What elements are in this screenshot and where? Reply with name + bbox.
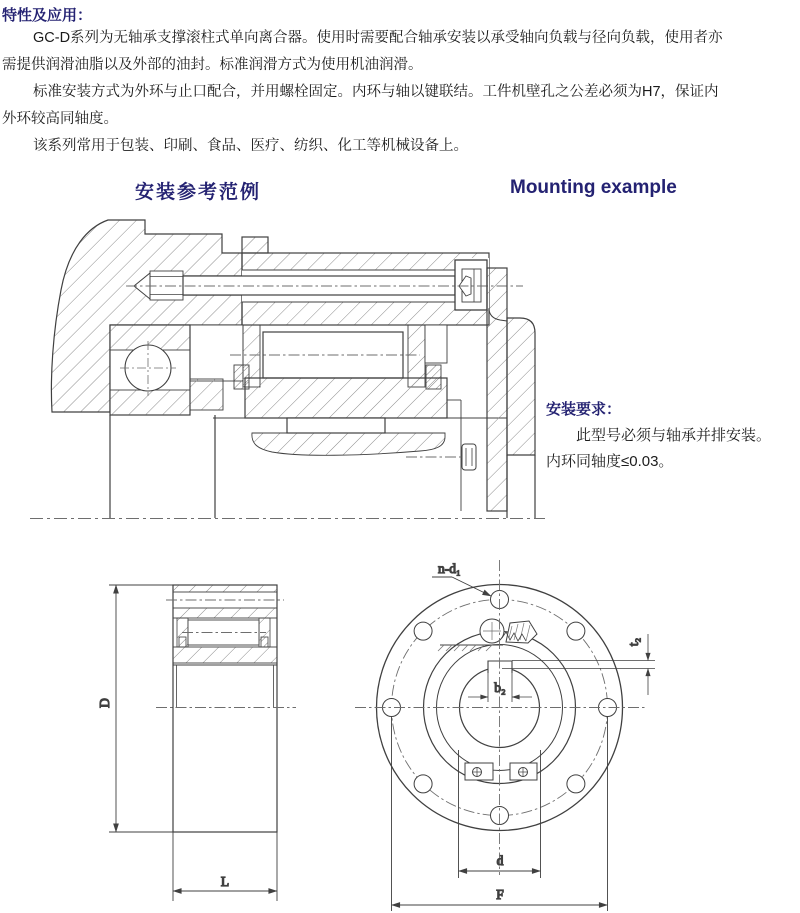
front-view-drawing <box>355 560 655 911</box>
dim-label-nd1: n-d₁ <box>438 561 461 576</box>
paragraph-line: GC-D系列为无轴承支撑滚柱式单向离合器。使用时需要配合轴承安装以承受轴向负载与径向负载，使用者亦 <box>33 30 723 46</box>
paragraph-line: 外环较高同轴度。 <box>2 111 118 127</box>
section-title-en: Mounting example <box>510 177 677 198</box>
mounting-requirements-line: 此型号必须与轴承并排安装。 <box>576 427 772 444</box>
mounting-requirements-line: 内环同轴度≤0.03。 <box>546 453 674 470</box>
key <box>287 418 385 433</box>
section-title-zh: 安装参考范例 <box>135 182 262 203</box>
paragraph-line: 该系列常用于包装、印刷、食品、医疗、纺织、化工等机械设备上。 <box>33 138 468 154</box>
dim-label-d: d <box>496 853 504 868</box>
dim-label-b2: b₂ <box>494 680 506 695</box>
retainer-plates <box>465 763 537 780</box>
dim-label-t2: t₂ <box>626 637 641 647</box>
paragraph-line: 标准安装方式为外环与止口配合，并用螺栓固定。内环与轴以键联结。工件机壁孔之公差必须为H7，保证内 <box>33 84 719 100</box>
mounting-section-drawing <box>30 220 545 519</box>
dim-label-F: F <box>496 887 504 902</box>
roller-spring-detail <box>438 619 537 651</box>
ball-bearing <box>110 325 190 415</box>
dim-label-D: D <box>97 698 112 708</box>
dimension-L <box>173 832 277 901</box>
paragraph-line: 需提供润滑油脂以及外部的油封。标准润滑方式为使用机油润滑。 <box>2 57 423 73</box>
dimension-nd1 <box>432 577 491 596</box>
dim-label-L: L <box>220 874 230 889</box>
features-heading: 特性及应用： <box>2 7 93 24</box>
clutch-internals <box>213 325 507 455</box>
shaft-break-section <box>252 433 445 455</box>
side-view-drawing <box>97 585 296 901</box>
inner-hub <box>245 378 447 418</box>
mounting-requirements-heading: 安装要求： <box>546 401 622 418</box>
dimension-D <box>109 585 173 832</box>
